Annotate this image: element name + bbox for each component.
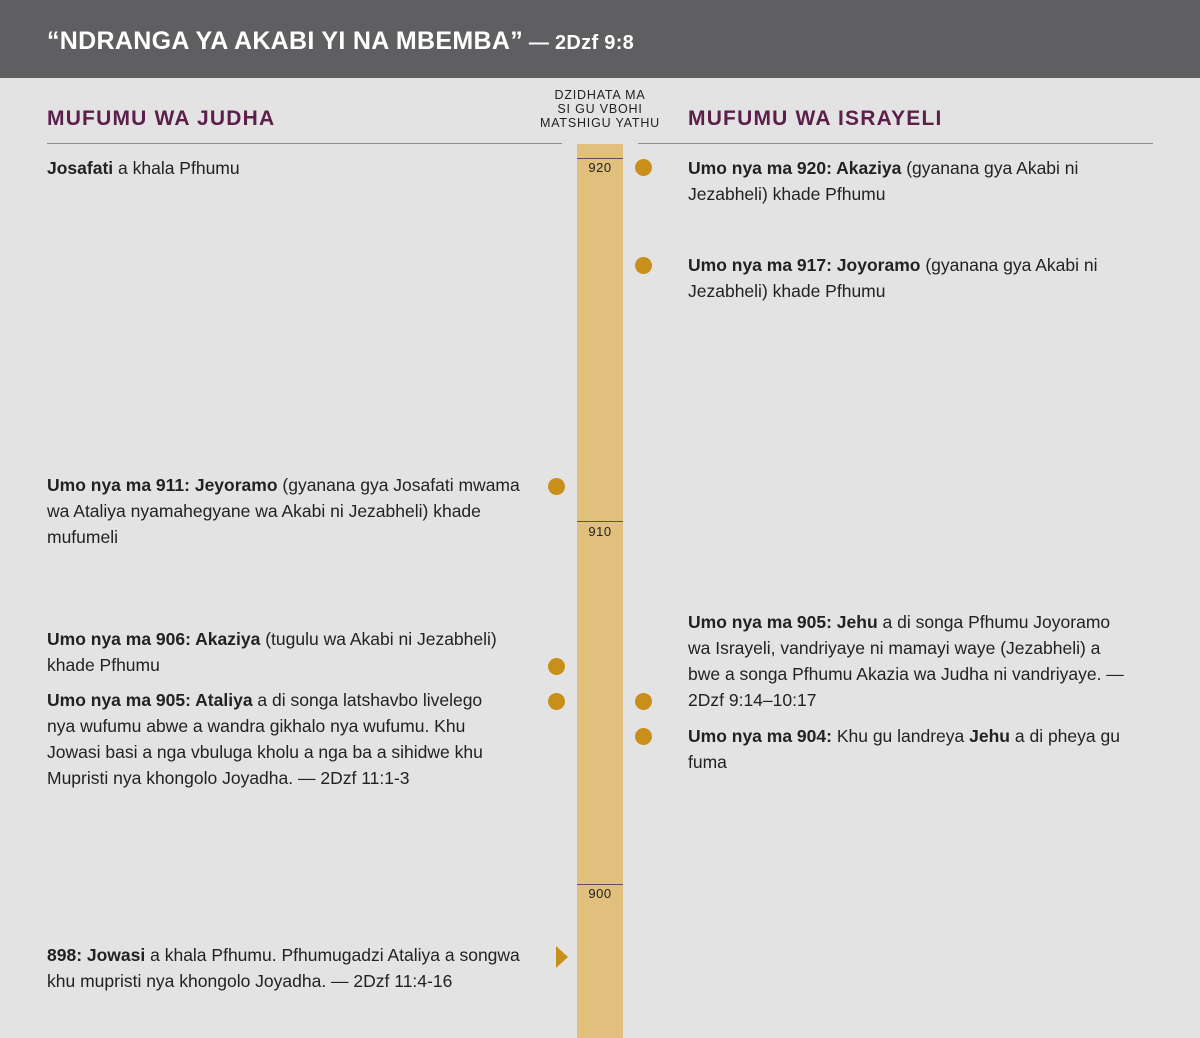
judah-entry-text: (tugulu wa Akabi ni Jezabheli) khade Pfhumu — [47, 629, 497, 675]
israel-column-heading: MUFUMU WA ISRAYELI — [688, 107, 943, 130]
title-reference: — 2Dzf 9:8 — [523, 32, 635, 54]
israel-entry-text: (gyanana gya Akabi ni Jezabheli) khade Pfhumu — [688, 158, 1079, 204]
israel-entry-text: Khu gu landreya — [831, 726, 970, 746]
israel-entry-name: Umo nya ma 920: Akaziya — [688, 158, 902, 178]
israel-entry-text: a di pheya gu fuma — [688, 726, 1120, 772]
tick-label-900: 900 — [588, 886, 612, 901]
timeline-heading-line-2: SI GU VBOHI — [557, 102, 643, 116]
judah-entry-name: Umo nya ma 905: Ataliya — [47, 690, 253, 710]
israel-event-marker — [635, 159, 652, 176]
judah-entry-name: Umo nya ma 906: Akaziya — [47, 629, 261, 649]
israel-event-marker — [635, 728, 652, 745]
israel-entry-text: (gyanana gya Akabi ni Jezabheli) khade Pfhumu — [688, 255, 1098, 301]
judah-column-heading: MUFUMU WA JUDHA — [47, 107, 276, 130]
tick-920 — [577, 158, 623, 159]
page-title — [47, 27, 634, 56]
israel-event-marker — [635, 693, 652, 710]
judah-entry — [47, 626, 527, 678]
tick-900 — [577, 884, 623, 885]
judah-entry-text: a khala Pfhumu. Pfhumugadzi Ataliya a songwa khu mupristi nya khongolo Joyadha. — 2Dzf 11:4-16 — [47, 945, 520, 991]
israel-entry-name: Jehu — [969, 726, 1010, 746]
israel-entry-text: a di songa Pfhumu Joyoramo wa Israyeli, vandriyaye ni mamayi waye (Jezabheli) a bwe a songa Pfhumu Akazia wa Judha ni vandriyaye. — 2Dzf 9:14–10:17 — [688, 612, 1124, 710]
judah-entry-name: 898: Jowasi — [47, 945, 146, 965]
tick-label-910: 910 — [588, 524, 612, 539]
judah-entry — [47, 687, 509, 791]
judah-entry — [47, 155, 547, 181]
judah-entry-name: Umo nya ma 911: Jeyoramo — [47, 475, 278, 495]
judah-entry — [47, 472, 527, 550]
judah-event-marker — [548, 658, 565, 675]
judah-entry-text: a khala Pfhumu — [113, 158, 240, 178]
timeline-heading-line-3: MATSHIGU YATHU — [539, 116, 660, 130]
tick-910 — [577, 521, 623, 522]
timeline-axis — [577, 144, 623, 1038]
israel-entry — [688, 155, 1128, 207]
timeline-heading-line-1: DZIDHATA MA — [554, 88, 646, 102]
israel-entry — [688, 609, 1133, 713]
judah-event-marker — [548, 693, 565, 710]
judah-entry — [47, 942, 542, 994]
judah-heading-rule — [47, 143, 562, 144]
israel-entry-name: Umo nya ma 905: Jehu — [688, 612, 878, 632]
judah-entry-name: Josafati — [47, 158, 114, 178]
israel-entry-name: Umo nya ma 917: Joyoramo — [688, 255, 921, 275]
judah-entry-text: a di songa latshavbo livelego nya wufumu abwe a wandra gikhalo nya wufumu. Khu Jowasi basi a nga vbuluga kholu a nga ba a sihidwe khu Mupristi nya khongolo Joyadha. — 2Dzf 11:1-3 — [47, 690, 483, 788]
judah-event-marker — [548, 478, 565, 495]
title-bar — [0, 0, 1200, 78]
israel-heading-rule — [638, 143, 1153, 144]
israel-entry-name: Umo nya ma 904: — [688, 726, 832, 746]
israel-entry — [688, 252, 1128, 304]
israel-event-marker — [635, 257, 652, 274]
israel-entry — [688, 723, 1143, 775]
judah-arrow-marker — [556, 946, 568, 968]
judah-entry-text: (gyanana gya Josafati mwama wa Ataliya nyamahegyane wa Akabi ni Jezabheli) khade mufumeli — [47, 475, 520, 547]
tick-label-920: 920 — [588, 160, 612, 175]
title-text: “NDRANGA YA AKABI YI NA MBEMBA” — [47, 27, 523, 55]
timeline-heading — [535, 88, 665, 130]
